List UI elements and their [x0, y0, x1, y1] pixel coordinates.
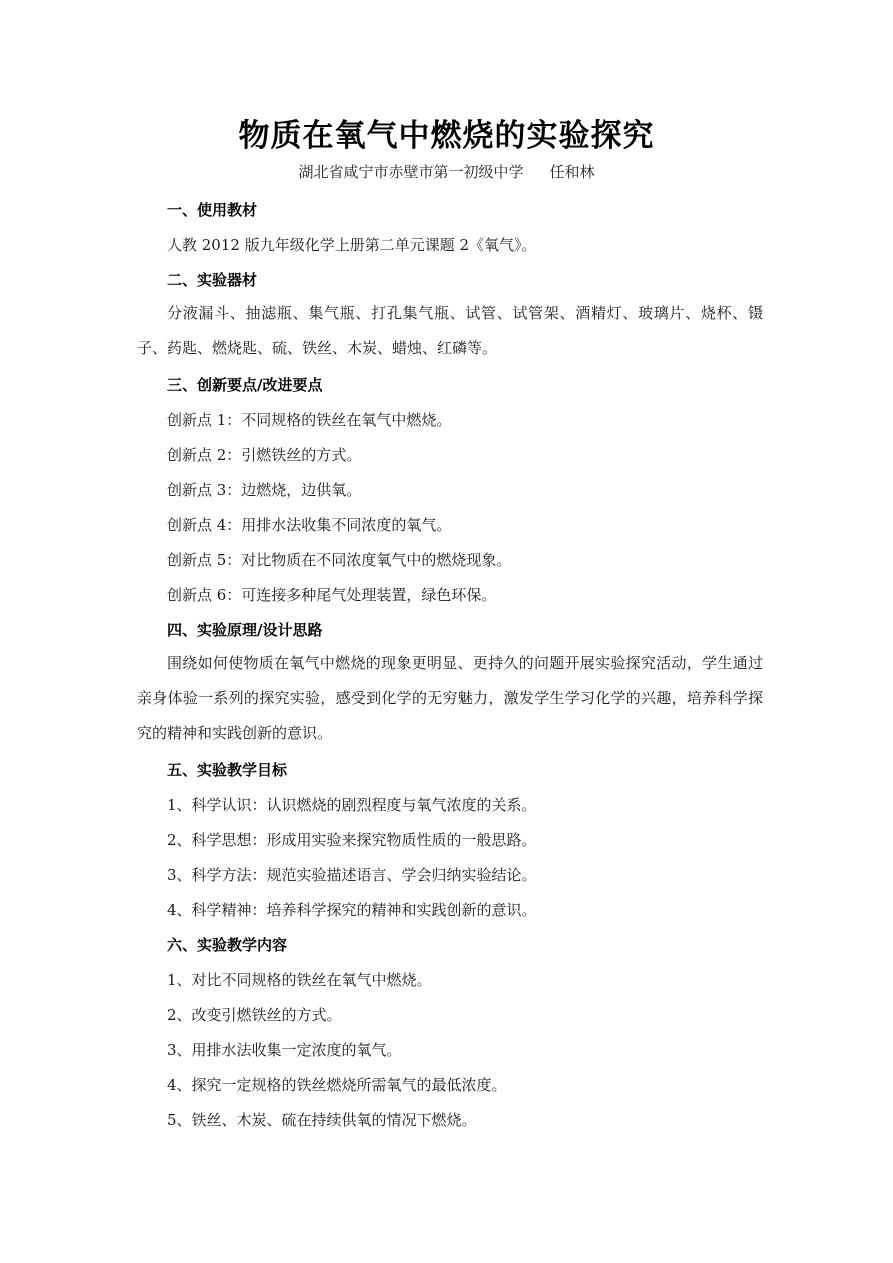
goal-item: 3、科学方法：规范实验描述语言、学会归纳实验结论。 [167, 866, 537, 884]
innovation-item: 创新点 3：边燃烧，边供氧。 [167, 481, 362, 499]
textbook-text: 人教 2012 版九年级化学上册第二单元课题 2《氧气》。 [167, 236, 537, 254]
innovation-item: 创新点 4：用排水法收集不同浓度的氧气。 [167, 516, 452, 534]
author-school: 湖北省咸宁市赤壁市第一初级中学 [298, 163, 524, 181]
section-heading-innovation: 三、创新要点/改进要点 [167, 376, 323, 394]
author-line [0, 161, 893, 182]
innovation-item: 创新点 2：引燃铁丝的方式。 [167, 446, 362, 464]
goal-item: 2、科学思想：形成用实验来探究物质性质的一般思路。 [167, 831, 537, 849]
content-item: 2、改变引燃铁丝的方式。 [167, 1006, 342, 1024]
content-item: 5、铁丝、木炭、硫在持续供氧的情况下燃烧。 [167, 1111, 477, 1129]
section-heading-materials: 一、使用教材 [167, 201, 258, 219]
innovation-item: 创新点 1：不同规格的铁丝在氧气中燃烧。 [167, 411, 452, 429]
author-name: 任和林 [549, 163, 595, 181]
content-item: 1、对比不同规格的铁丝在氧气中燃烧。 [167, 971, 432, 989]
innovation-item: 创新点 6：可连接多种尾气处理装置，绿色环保。 [167, 586, 497, 604]
content-item: 3、用排水法收集一定浓度的氧气。 [167, 1041, 402, 1059]
document-title: 物质在氧气中燃烧的实验探究 [238, 118, 655, 154]
equipment-paragraph: 分液漏斗、抽滤瓶、集气瓶、打孔集气瓶、试管、试管架、酒精灯、玻璃片、烧杯、镊子、药匙、燃烧匙、硫、铁丝、木炭、蜡烛、红磷等。 [137, 304, 763, 357]
goal-item: 1、科学认识：认识燃烧的剧烈程度与氧气浓度的关系。 [167, 796, 537, 814]
innovation-item: 创新点 5：对比物质在不同浓度氧气中的燃烧现象。 [167, 551, 512, 569]
section-heading-content: 六、实验教学内容 [167, 936, 288, 954]
section-heading-equipment: 二、实验器材 [167, 271, 258, 289]
principle-paragraph: 围绕如何使物质在氧气中燃烧的现象更明显、更持久的问题开展实验探究活动，学生通过亲身体验一系列的探究实验，感受到化学的无穷魅力，激发学生学习化学的兴趣，培养科学探究的精神和实践创新的意识。 [137, 654, 763, 742]
content-item: 4、探究一定规格的铁丝燃烧所需氧气的最低浓度。 [167, 1076, 507, 1094]
section-heading-goals: 五、实验教学目标 [167, 761, 288, 779]
section-heading-principle: 四、实验原理/设计思路 [167, 621, 323, 639]
goal-item: 4、科学精神：培养科学探究的精神和实践创新的意识。 [167, 901, 537, 919]
